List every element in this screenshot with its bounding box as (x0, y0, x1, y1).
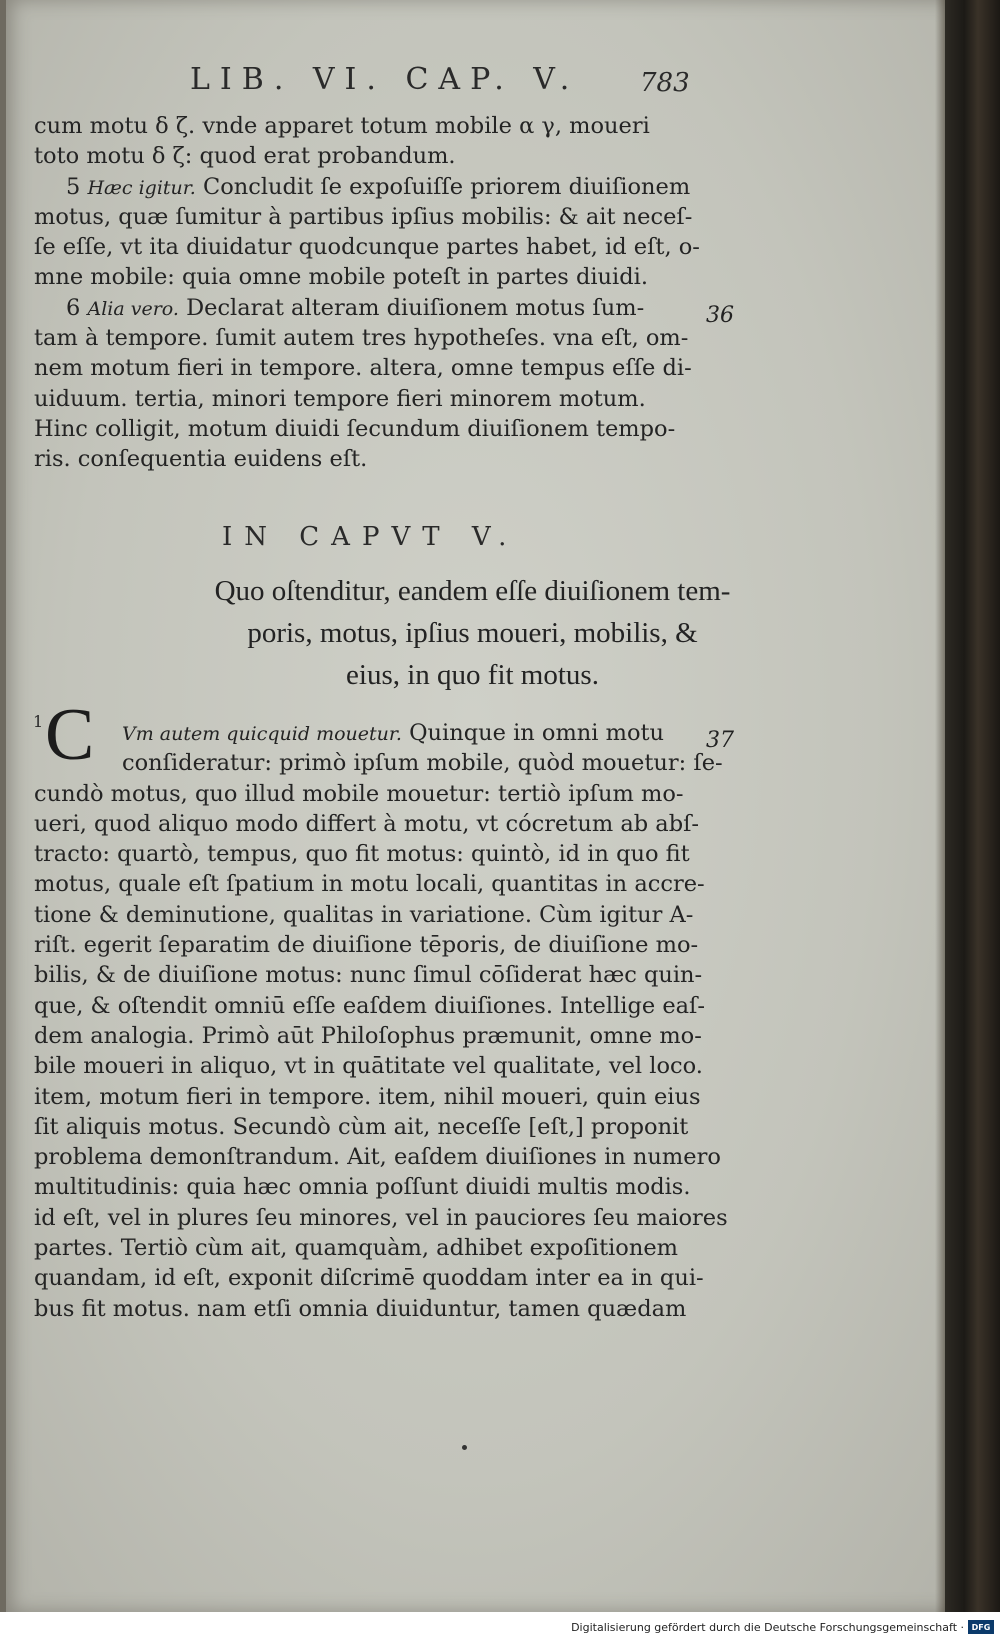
text-line: mne mobile: quia omne mobile poteſt in partes diuidi. (34, 264, 648, 291)
text-line: bilis, & de diuiſione motus: nunc ſimul cōſiderat hæc quin- (34, 962, 703, 989)
paragraph-lemma: Alia vero. (87, 297, 179, 320)
dfg-logo (968, 1620, 994, 1634)
page-number: 783 (640, 68, 690, 98)
commentary-main (34, 718, 728, 1324)
text-line: riſt. egerit ſeparatim de diuiſione tēporis, de diuiſione mo- (34, 932, 699, 959)
page-gutter-shadow (935, 0, 945, 1612)
paragraph-number: 6 (66, 294, 81, 321)
text-line: ſe eſſe, vt ita diuidatur quodcunque partes habet, id eſt, o- (34, 234, 700, 261)
ink-dot (462, 1445, 467, 1450)
chapter-title-line: eius, in quo fit motus. (346, 659, 599, 691)
text-line: partes. Tertiò cùm ait, quamquàm, adhibet expoſitionem (34, 1235, 678, 1262)
text-line: tracto: quartò, tempus, quo fit motus: quintò, id in quo fit (34, 841, 690, 868)
text-segment: Declarat alteram diuiſionem motus ſum- (186, 294, 645, 321)
digitization-credit (571, 1618, 994, 1636)
text-line: cundò motus, quo illud mobile mouetur: tertiò ipſum mo- (34, 780, 684, 807)
paragraph-1-first-line (34, 718, 728, 748)
text-line: bile moueri in aliquo, vt in quātitate vel qualitate, vel loco. (34, 1053, 703, 1080)
text-line: ſit aliquis motus. Secundò cùm ait, neceſſe [eſt,] proponit (34, 1113, 689, 1140)
text-line: ris. conſequentia euidens eſt. (34, 446, 368, 473)
text-line: uiduum. tertia, minori tempore fieri minorem motum. (34, 385, 646, 412)
text-line: toto motu δ ζ: quod erat probandum. (34, 143, 456, 170)
chapter-title-line: Quo oſtenditur, eandem eſſe diuiſionem tem- (214, 575, 731, 607)
text-line: nem motum fieri in tempore. altera, omne tempus eſſe di- (34, 355, 692, 382)
paragraph-lemma: Hæc igitur. (87, 176, 196, 199)
book-spine (945, 0, 1000, 1612)
text-line: motus, quæ ſumitur à partibus ipſius mobilis: & ait neceſ- (34, 203, 693, 230)
text-line: quandam, id eſt, exponit diſcrimē quoddam inter ea in qui- (34, 1265, 704, 1292)
chapter-title-line: poris, motus, ipſius moueri, mobilis, & (247, 617, 698, 649)
text-line: tam à tempore. ſumit autem tres hypotheſes. vna eſt, om- (34, 325, 689, 352)
text-line: multitudinis: quia hæc omnia poſſunt diuidi multis modis. (34, 1174, 691, 1201)
text-line: problema demonſtrandum. Ait, eaſdem diuiſiones in numero (34, 1144, 721, 1171)
drop-cap-initial: C (45, 694, 95, 776)
text-line: motus, quale eſt ſpatium in motu locali, quantitas in accre- (34, 871, 705, 898)
text-line: ueri, quod aliquo modo differt à motu, vt cócretum ab abſ- (34, 810, 700, 837)
paragraph-number: 1 (33, 712, 44, 731)
commentary-top (34, 111, 700, 475)
running-head: LIB. VI. CAP. V. (190, 62, 580, 97)
paragraph-number: 5 (66, 173, 81, 200)
text-line: Hinc colligit, motum diuidi ſecundum diuiſionem tempo- (34, 415, 676, 442)
paragraph-lemma: Vm autem quicquid mouetur. (122, 723, 402, 745)
chapter-heading: IN CAPVT V. (222, 522, 519, 552)
chapter-title (0, 570, 945, 696)
page-left-edge (0, 0, 6, 1612)
text-line: cum motu δ ζ. vnde apparet totum mobile α γ, moueri (34, 113, 650, 139)
paragraph-5-first-line (34, 172, 700, 202)
margin-number-37: 37 (706, 728, 734, 753)
text-line: tione & deminutione, qualitas in variatione. Cùm igitur A- (34, 901, 694, 928)
text-line: conſideratur: primò ipſum mobile, quòd mouetur: ſe- (122, 750, 723, 777)
margin-number-36: 36 (706, 303, 734, 328)
text-line: item, motum fieri in tempore. item, nihil moueri, quin eius (34, 1083, 701, 1110)
dfg-logo-text: DFG (971, 1622, 991, 1632)
text-segment: Concludit ſe expoſuiſſe priorem diuiſionem (202, 173, 691, 200)
text-line: que, & oſtendit omniū eſſe eaſdem diuiſiones. Intellige eaſ- (34, 992, 705, 1019)
text-segment: Quinque in omni motu (409, 720, 665, 746)
text-line: id eſt, vel in plures ſeu minores, vel in pauciores ſeu maiores (34, 1204, 728, 1231)
text-line: bus fit motus. nam etſi omnia diuiduntur, tamen quædam (34, 1295, 687, 1322)
text-line: dem analogia. Primò aūt Philoſophus præmunit, omne mo- (34, 1022, 702, 1049)
paragraph-6-first-line (34, 293, 700, 323)
credit-text: Digitalisierung gefördert durch die Deutsche Forschungsgemeinschaft · (571, 1620, 964, 1634)
